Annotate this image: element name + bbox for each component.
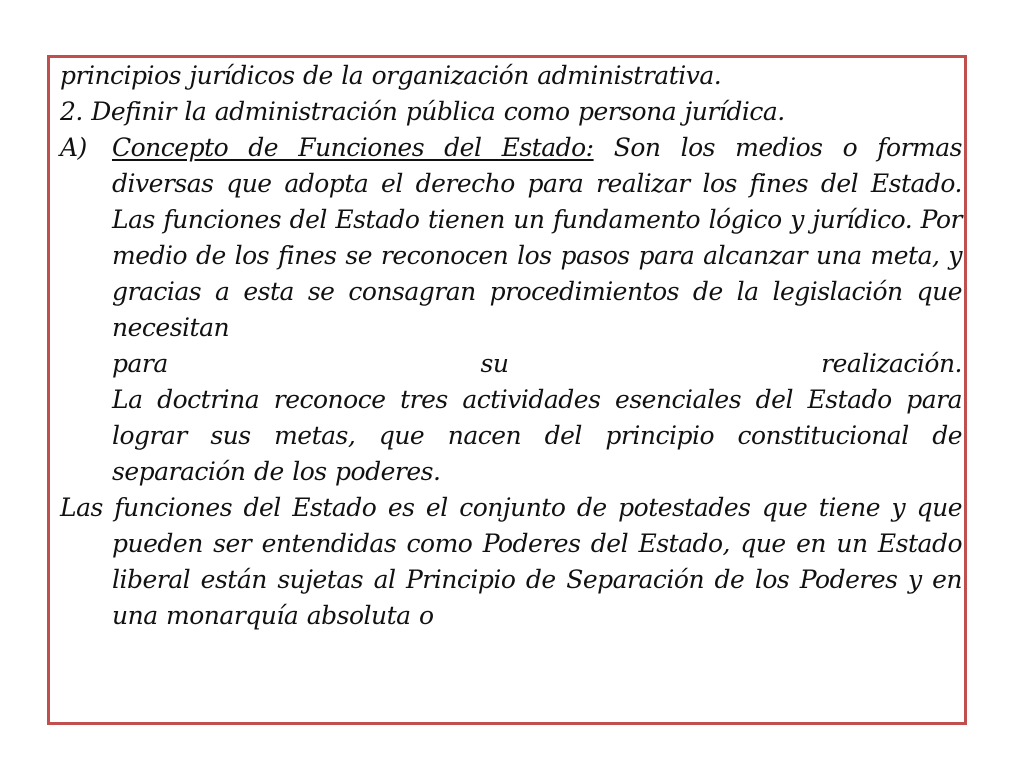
- doctrine-text: La doctrina reconoce tres actividades esenciales del Estado para lograr sus metas, que nacen del principio constitucional de separación de los poderes.: [112, 385, 962, 486]
- concept-last-line: para su realización.: [112, 349, 962, 378]
- list-marker: A): [60, 133, 87, 162]
- text-line-definir: 2. Definir la administración pública como persona jurídica.: [60, 97, 785, 126]
- closing-paragraph: Las funciones del Estado es el conjunto de potestades que tiene y que pueden ser entendidas como Poderes del Estado, que en un Estado liberal están sujetas al Principio de Separación de los Poderes y en una monarquía absoluta o: [60, 493, 962, 630]
- text-line-principios: principios jurídicos de la organización administrativa.: [60, 61, 722, 90]
- concept-text: Son los medios o formas diversas que adopta el derecho para realizar los fines del Estado. Las funciones del Estado tienen un fundamento lógico y jurídico. Por medio de los fines se reconocen los pasos para alcanzar una meta, y gracias a esta se consagran procedimientos de la legislación que necesitan: [112, 133, 962, 342]
- slide-content: [60, 58, 962, 634]
- list-item-body: [112, 130, 962, 490]
- concept-title: Concepto de Funciones del Estado:: [112, 133, 594, 162]
- list-item-a: [60, 130, 962, 490]
